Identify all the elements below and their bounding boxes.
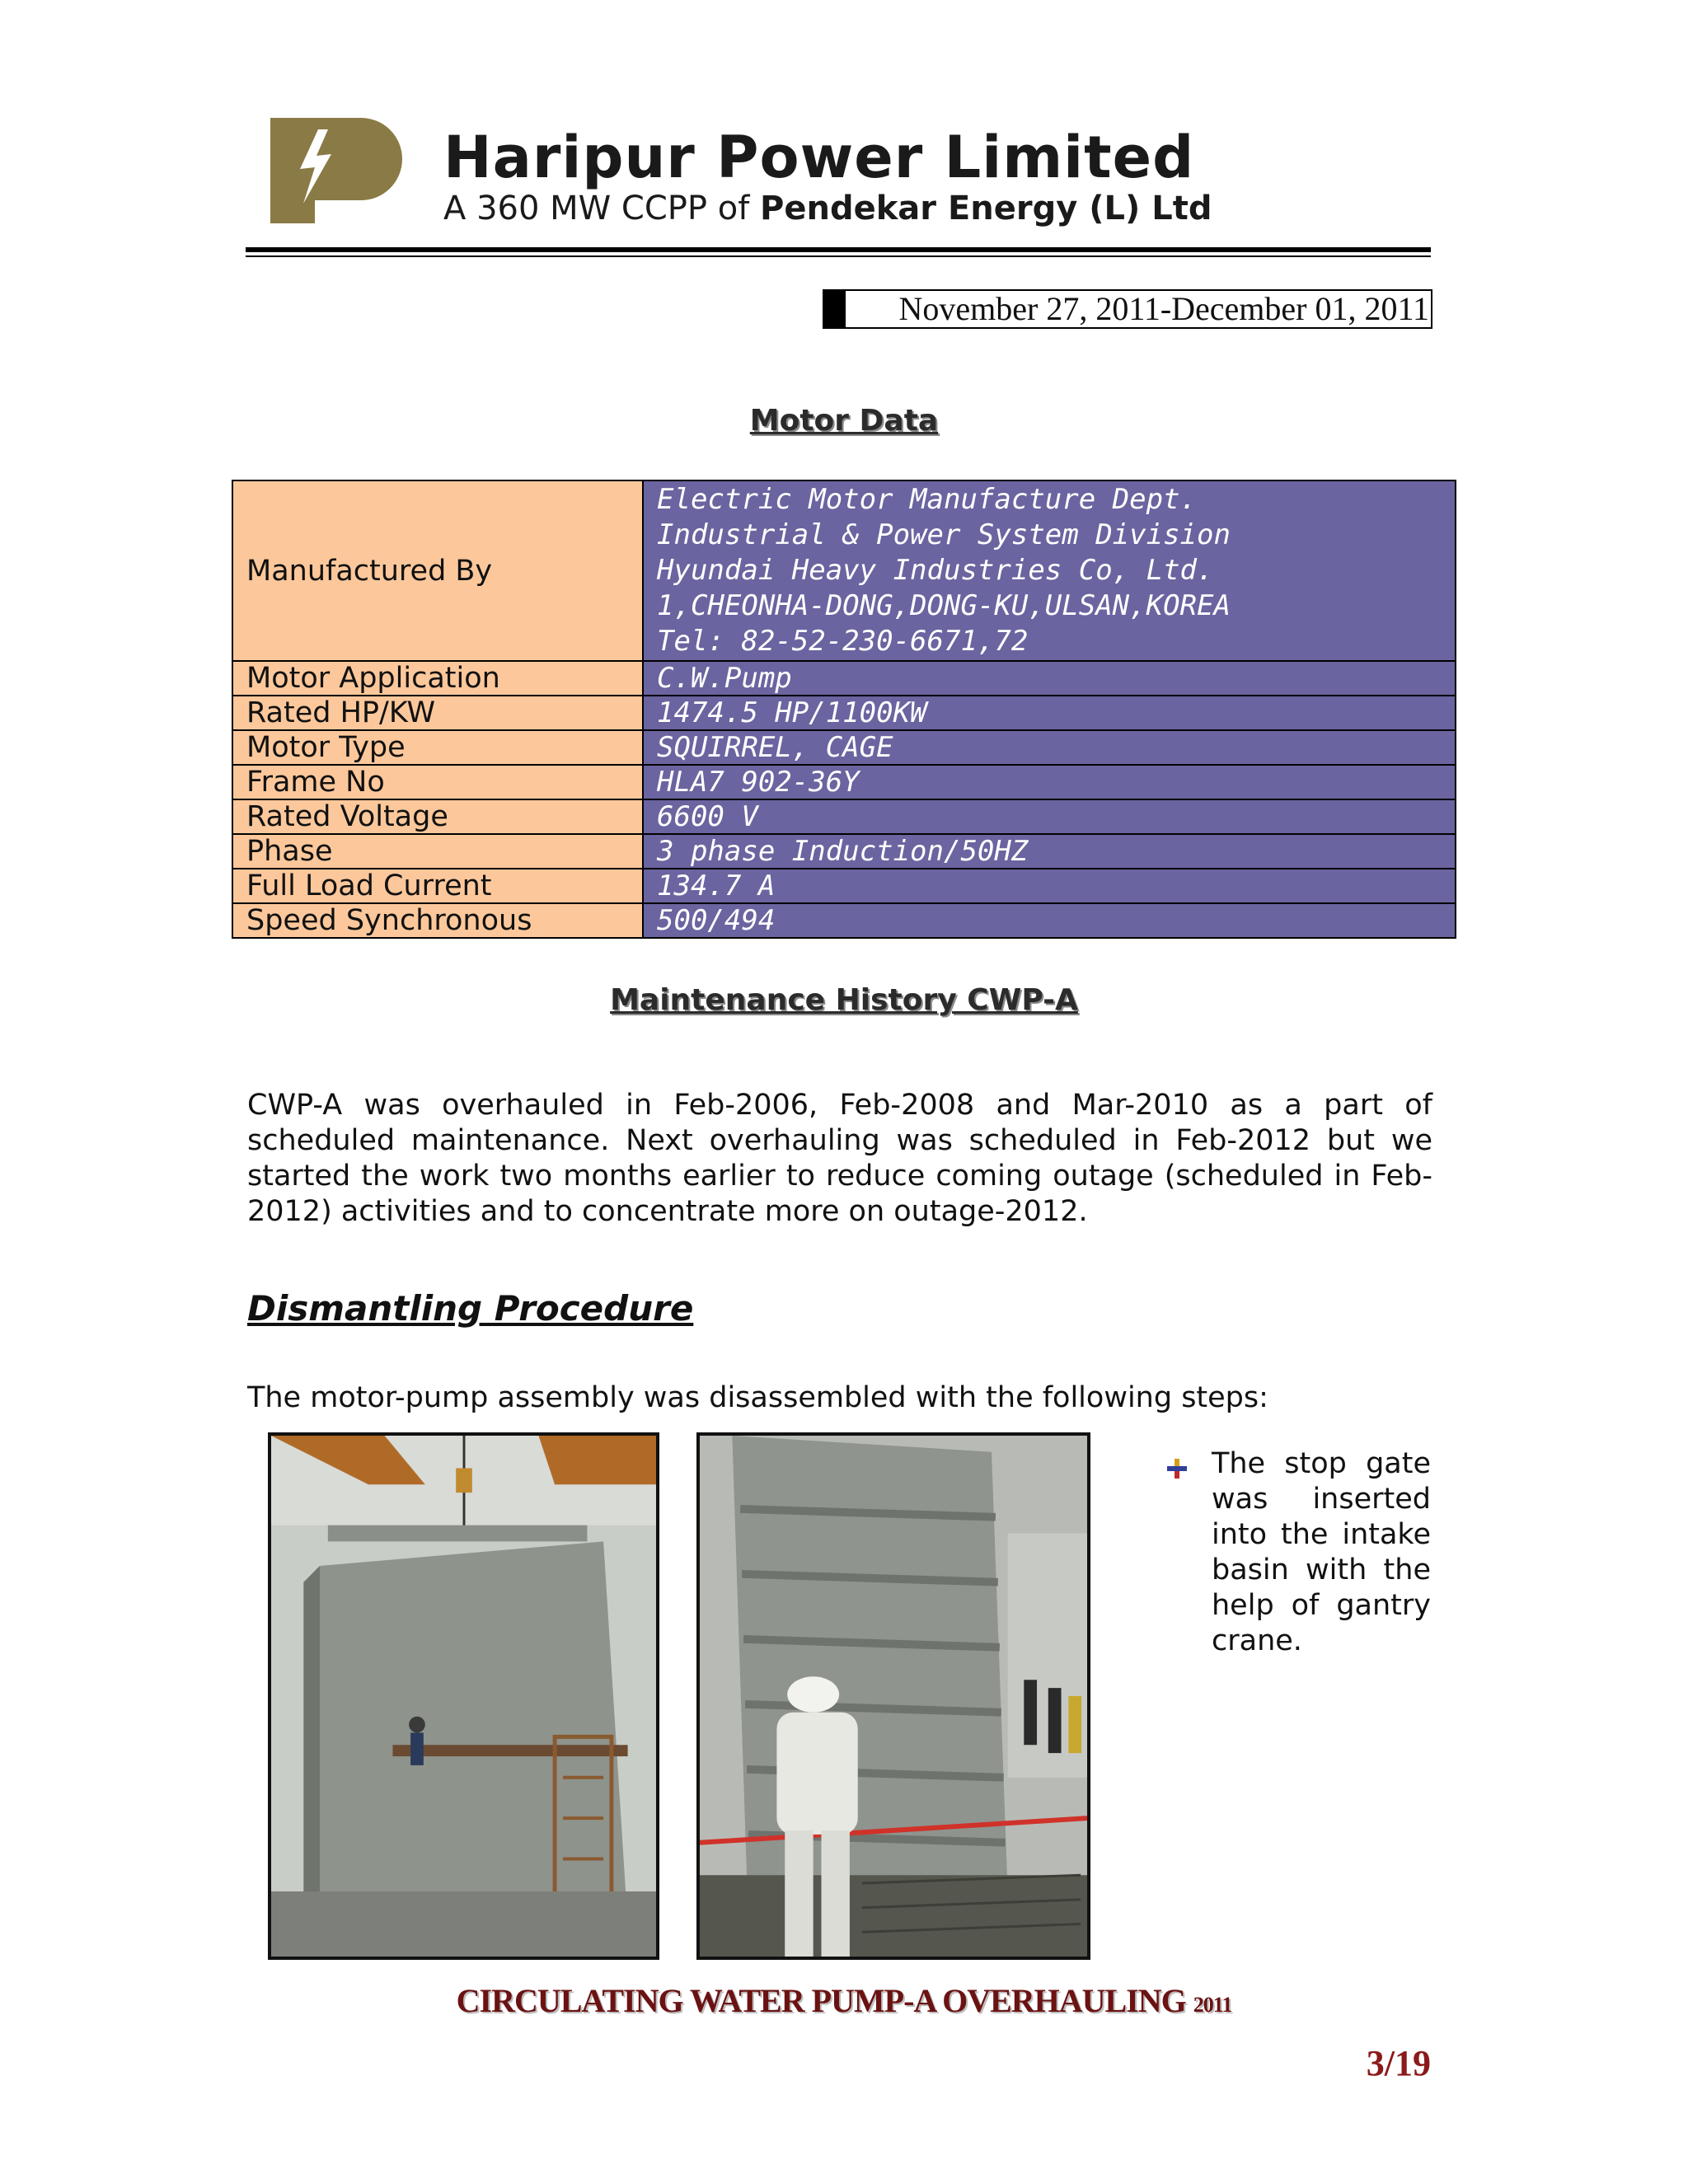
row-value: 134.7 A: [643, 869, 1456, 903]
table-row: [232, 834, 1456, 869]
maintenance-paragraph: CWP-A was overhauled in Feb-2006, Feb-2008 and Mar-2010 as a part of scheduled maintenance. Next overhauling was scheduled in Feb-2012 but we started the work two months earlier to reduce coming outage (scheduled in Feb-2012) activities and to concentrate more on outage-2012.: [247, 1089, 1432, 1228]
row-label: Speed Synchronous: [232, 903, 643, 938]
row-label: Full Load Current: [232, 869, 643, 903]
photo-crane-lifting-gate: [268, 1432, 659, 1960]
row-label: Rated Voltage: [232, 799, 643, 834]
motor-data-table: [232, 480, 1456, 939]
subtitle-prefix: A 360 MW CCPP of: [443, 190, 750, 227]
manufacturer-line: Hyundai Heavy Industries Co, Ltd.: [657, 554, 1214, 587]
page-number: 3/19: [1366, 2043, 1431, 2083]
row-value: C.W.Pump: [643, 661, 1456, 696]
manufacturer-line: 1,CHEONHA-DONG,DONG-KU,ULSAN,KOREA: [657, 589, 1231, 622]
bullet-item: The stop gate was inserted into the intake basin with the help of gantry crane.: [1212, 1447, 1431, 1657]
dismantling-heading: Dismantling Procedure: [247, 1288, 694, 1329]
row-label: Motor Type: [232, 730, 643, 765]
table-row: [232, 480, 1456, 661]
row-value: 1474.5 HP/1100KW: [643, 696, 1456, 730]
table-row: [232, 799, 1456, 834]
maintenance-history-heading: Maintenance History CWP-A: [610, 983, 1078, 1017]
steps-intro: The motor-pump assembly was disassembled with the following steps:: [247, 1381, 1268, 1414]
subtitle-company: Pendekar Energy (L) Ltd: [760, 190, 1212, 227]
row-value: 3 phase Induction/50HZ: [643, 834, 1456, 869]
company-logo: [270, 118, 402, 223]
row-label: Rated HP/KW: [232, 696, 643, 730]
manufacturer-line: Industrial & Power System Division: [657, 518, 1231, 551]
row-label: Motor Application: [232, 661, 643, 696]
footer-year: 2011: [1193, 1993, 1232, 2017]
table-row: [232, 696, 1456, 730]
logo-stem: [270, 118, 315, 223]
manufacturer-line: Electric Motor Manufacture Dept.: [657, 483, 1198, 516]
motor-data-heading: Motor Data: [749, 404, 939, 438]
table-row: [232, 903, 1456, 938]
row-value: [643, 480, 1456, 661]
plus-bullet-icon: [1165, 1457, 1189, 1480]
header-rule-thin: [246, 255, 1431, 257]
manufacturer-line: Tel: 82-52-230-6671,72: [657, 625, 1029, 658]
company-subtitle: [443, 190, 1212, 227]
table-row: [232, 869, 1456, 903]
row-value: 6600 V: [643, 799, 1456, 834]
row-value: SQUIRREL, CAGE: [643, 730, 1456, 765]
table-row: [232, 661, 1456, 696]
header-rule-thick: [246, 247, 1431, 252]
row-value: 500/494: [643, 903, 1456, 938]
table-row: [232, 730, 1456, 765]
row-label: Frame No: [232, 765, 643, 799]
row-value: HLA7 902-36Y: [643, 765, 1456, 799]
company-name: Haripur Power Limited: [443, 124, 1195, 191]
footer-title: [0, 1981, 1688, 2020]
photo-stop-gate-worker: [696, 1432, 1090, 1960]
row-label: Phase: [232, 834, 643, 869]
row-label: Manufactured By: [232, 480, 643, 661]
footer-title-text: CIRCULATING WATER PUMP-A OVERHAULING: [456, 1982, 1186, 2019]
date-range: November 27, 2011-December 01, 2011: [823, 289, 1432, 329]
table-row: [232, 765, 1456, 799]
